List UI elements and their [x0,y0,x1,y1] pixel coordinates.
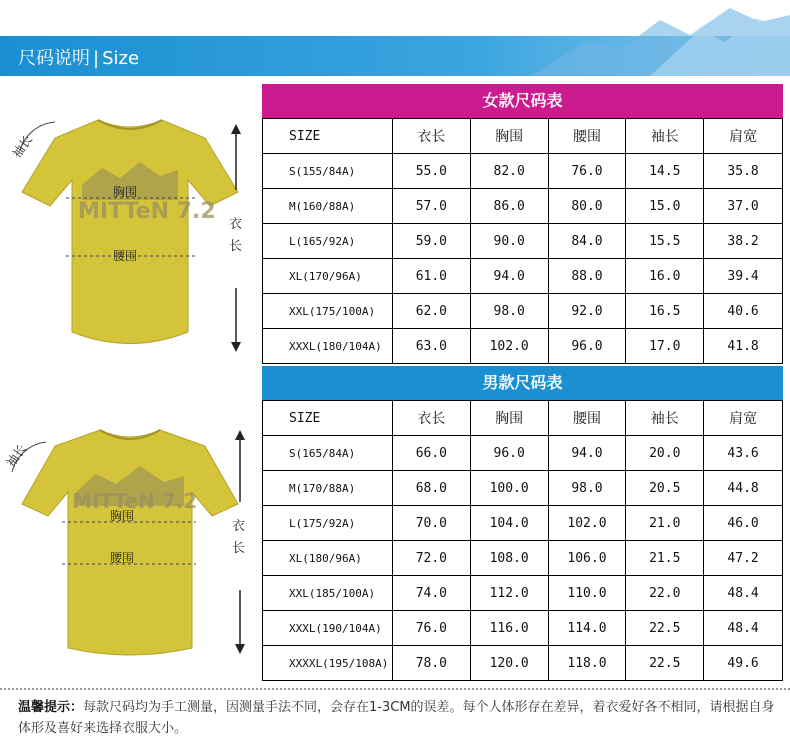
value-cell: 17.0 [626,329,704,364]
men-chest-label: 胸围 [110,509,135,523]
notice-text: 每款尺码均为手工测量，因测量手法不同，会存在1-3CM的误差。每个人体形存在差异，着衣爱好各不相同，请根据自身体形及喜好来选择衣服大小。 [18,700,775,736]
size-cell: XXXL(190/104A) [263,611,393,646]
notice-label: 温馨提示： [18,700,84,715]
page-title [18,44,139,70]
value-cell: 86.0 [470,189,548,224]
men-size-table [262,400,783,681]
value-cell: 90.0 [470,224,548,259]
column-header: SIZE [263,119,393,154]
size-cell: L(175/92A) [263,506,393,541]
value-cell: 100.0 [470,471,548,506]
women-size-panel [262,84,783,364]
value-cell: 59.0 [392,224,470,259]
value-cell: 118.0 [548,646,626,681]
value-cell: 102.0 [548,506,626,541]
column-header: 胸围 [470,401,548,436]
men-shirt-image [0,412,262,672]
table-row [263,646,783,681]
title-cn: 尺码说明 [18,48,90,69]
value-cell: 102.0 [470,329,548,364]
column-header: 肩宽 [704,401,783,436]
value-cell: 21.5 [626,541,704,576]
value-cell: 48.4 [704,611,783,646]
women-chest-label: 胸围 [113,185,138,199]
size-cell: XXXL(180/104A) [263,329,393,364]
table-header-row [263,401,783,436]
value-cell: 84.0 [548,224,626,259]
value-cell: 40.6 [704,294,783,329]
size-cell: S(165/84A) [263,436,393,471]
column-header: 袖长 [626,401,704,436]
value-cell: 47.2 [704,541,783,576]
value-cell: 66.0 [392,436,470,471]
size-cell: S(155/84A) [263,154,393,189]
shirt-graphic-text: MITTeN 7.2 [78,199,216,224]
size-cell: XXXXL(195/108A) [263,646,393,681]
value-cell: 76.0 [392,611,470,646]
column-header: SIZE [263,401,393,436]
value-cell: 41.8 [704,329,783,364]
table-row [263,189,783,224]
value-cell: 98.0 [548,471,626,506]
value-cell: 92.0 [548,294,626,329]
value-cell: 49.6 [704,646,783,681]
value-cell: 106.0 [548,541,626,576]
value-cell: 110.0 [548,576,626,611]
women-waist-label: 腰围 [113,249,138,263]
value-cell: 108.0 [470,541,548,576]
column-header: 衣长 [392,119,470,154]
size-cell: L(165/92A) [263,224,393,259]
men-length-label-1: 衣 [232,519,246,534]
table-row [263,576,783,611]
title-en: Size [102,48,140,69]
size-cell: XXL(175/100A) [263,294,393,329]
table-row [263,154,783,189]
women-length-label-2: 长 [229,239,243,254]
value-cell: 39.4 [704,259,783,294]
column-header: 胸围 [470,119,548,154]
women-size-table [262,118,783,364]
size-cell: XXL(185/100A) [263,576,393,611]
value-cell: 74.0 [392,576,470,611]
men-table-title: 男款尺码表 [262,366,783,400]
value-cell: 116.0 [470,611,548,646]
value-cell: 72.0 [392,541,470,576]
women-shirt-diagram [0,110,262,360]
women-shirt-image [0,110,262,360]
value-cell: 16.5 [626,294,704,329]
women-table-title: 女款尺码表 [262,84,783,118]
value-cell: 63.0 [392,329,470,364]
size-cell: M(170/88A) [263,471,393,506]
value-cell: 88.0 [548,259,626,294]
value-cell: 61.0 [392,259,470,294]
women-length-label-1: 衣 [229,217,243,232]
value-cell: 96.0 [548,329,626,364]
value-cell: 20.5 [626,471,704,506]
table-header-row [263,119,783,154]
table-row [263,471,783,506]
value-cell: 68.0 [392,471,470,506]
value-cell: 98.0 [470,294,548,329]
value-cell: 82.0 [470,154,548,189]
value-cell: 38.2 [704,224,783,259]
value-cell: 62.0 [392,294,470,329]
table-row [263,224,783,259]
value-cell: 94.0 [548,436,626,471]
value-cell: 70.0 [392,506,470,541]
notice-divider [0,688,790,690]
table-row [263,329,783,364]
value-cell: 15.0 [626,189,704,224]
shirt-graphic-text-men: MITTeN 7.2 [72,489,198,513]
mountain-decoration [530,0,790,76]
value-cell: 76.0 [548,154,626,189]
value-cell: 44.8 [704,471,783,506]
value-cell: 80.0 [548,189,626,224]
value-cell: 120.0 [470,646,548,681]
notice [18,697,778,739]
value-cell: 78.0 [392,646,470,681]
value-cell: 57.0 [392,189,470,224]
value-cell: 22.5 [626,646,704,681]
column-header: 腰围 [548,119,626,154]
value-cell: 43.6 [704,436,783,471]
column-header: 衣长 [392,401,470,436]
men-waist-label: 腰围 [110,551,135,565]
men-shirt-diagram [0,412,262,672]
value-cell: 104.0 [470,506,548,541]
column-header: 腰围 [548,401,626,436]
value-cell: 37.0 [704,189,783,224]
column-header: 肩宽 [704,119,783,154]
men-length-label-2: 长 [232,541,246,556]
value-cell: 55.0 [392,154,470,189]
value-cell: 15.5 [626,224,704,259]
men-sleeve-label: 袖长 [3,441,30,470]
value-cell: 21.0 [626,506,704,541]
value-cell: 35.8 [704,154,783,189]
value-cell: 14.5 [626,154,704,189]
title-separator: | [93,48,100,69]
column-header: 袖长 [626,119,704,154]
value-cell: 112.0 [470,576,548,611]
table-row [263,541,783,576]
value-cell: 94.0 [470,259,548,294]
size-cell: M(160/88A) [263,189,393,224]
table-row [263,611,783,646]
value-cell: 96.0 [470,436,548,471]
value-cell: 46.0 [704,506,783,541]
table-row [263,294,783,329]
men-size-panel [262,366,783,681]
size-cell: XL(180/96A) [263,541,393,576]
value-cell: 114.0 [548,611,626,646]
value-cell: 20.0 [626,436,704,471]
table-row [263,259,783,294]
value-cell: 22.0 [626,576,704,611]
women-sleeve-label: 袖长 [9,132,36,161]
value-cell: 16.0 [626,259,704,294]
table-row [263,506,783,541]
table-row [263,436,783,471]
value-cell: 22.5 [626,611,704,646]
value-cell: 48.4 [704,576,783,611]
size-cell: XL(170/96A) [263,259,393,294]
